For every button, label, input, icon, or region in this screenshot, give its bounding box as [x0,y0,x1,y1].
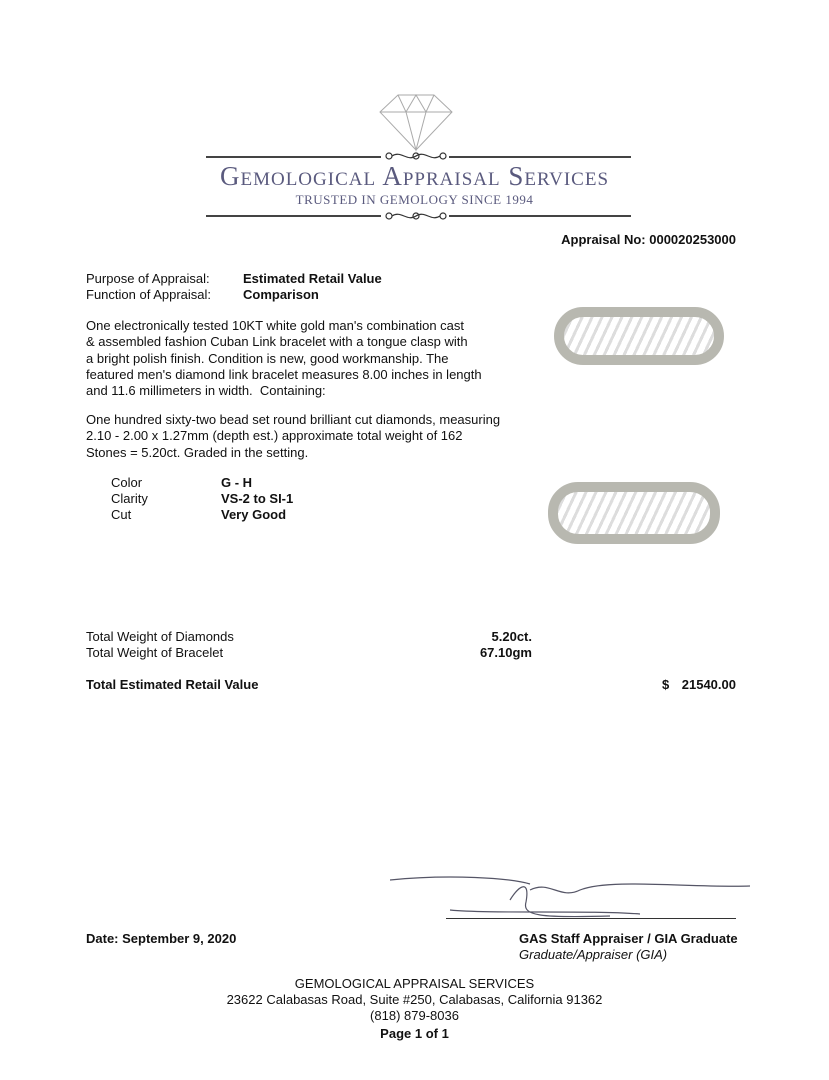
signer-subtitle: Graduate/Appraiser (GIA) [519,947,668,962]
signature [390,870,750,925]
diamond-logo-icon [378,92,454,152]
bracelet-photo-top [554,307,724,365]
grade-label: Cut [111,507,132,522]
page-number: Page 1 of 1 [380,1026,449,1041]
weight-value: 67.10gm [479,645,532,660]
footer-company: GEMOLOGICAL APPRAISAL SERVICES [294,976,535,991]
weight-label: Total Weight of Diamonds [86,629,234,644]
signer-title: GAS Staff Appraiser / GIA Graduate [519,931,738,946]
purpose-label: Purpose of Appraisal: [86,271,210,286]
total-label: Total Estimated Retail Value [86,677,259,692]
appraisal-date: Date: September 9, 2020 [86,931,237,946]
total-value: 21540.00 [681,677,736,692]
function-label: Function of Appraisal: [86,287,212,302]
purpose-value: Estimated Retail Value [243,271,382,286]
grade-value: G - H [221,475,253,490]
bracelet-photo-bottom [548,482,720,544]
total-currency: $ [662,677,670,692]
stone-description: One hundred sixty-two bead set round brilliant cut diamonds, measuring 2.10 - 2.00 x 1.27mm (depth est.) approximate total weight of 162 Stones = 5.20ct. Graded in the setting. [86,412,501,460]
function-value: Comparison [243,287,319,302]
footer-address: 23622 Calabasas Road, Suite #250, Calabasas, California 91362 [226,992,603,1007]
grade-label: Clarity [111,491,148,506]
appraisal-number: Appraisal No: 000020253000 [561,232,736,247]
logo-title: Gemological Appraisal Services [219,161,610,191]
grade-value: VS-2 to SI-1 [221,491,294,506]
grade-label: Color [111,475,143,490]
footer-phone: (818) 879-8036 [370,1008,459,1023]
ornament-icon [383,210,449,222]
weight-label: Total Weight of Bracelet [86,645,224,660]
grade-value: Very Good [221,507,287,522]
weight-value: 5.20ct. [491,629,532,644]
item-description: One electronically tested 10KT white gold man's combination cast & assembled fashion Cuban Link bracelet with a tongue clasp with a bright polish finish. Condition is new, good workmanship. The featured men's diamond link bracelet measures 8.00 inches in length and 11.6 millimeters in width. Containing: [86,318,482,399]
logo-tagline: TRUSTED IN GEMOLOGY SINCE 1994 [295,192,534,207]
